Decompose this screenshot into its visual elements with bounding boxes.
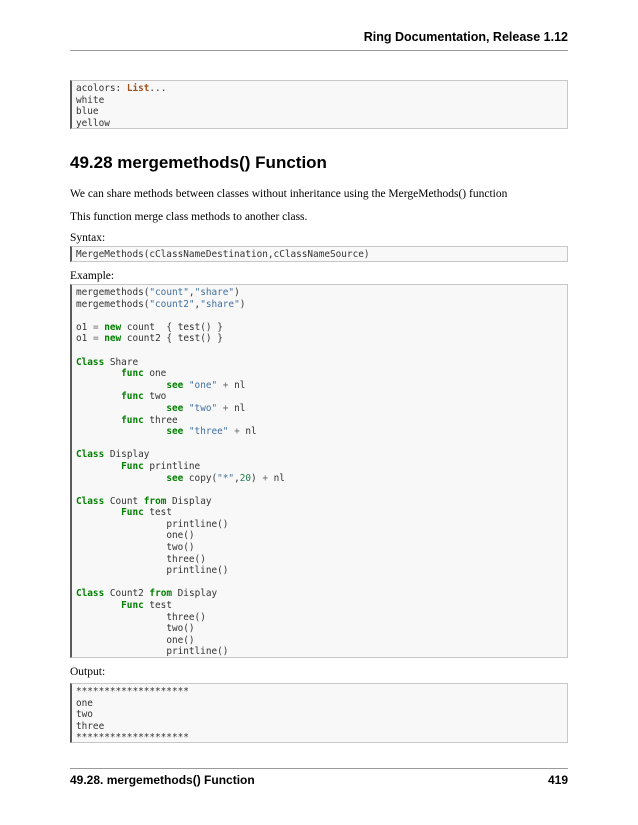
running-header: Ring Documentation, Release 1.12: [363, 30, 568, 44]
code-example-line: func two: [121, 391, 167, 403]
example-label: Example:: [70, 270, 115, 282]
footer-section-title: 49.28. mergemethods() Function: [70, 773, 255, 787]
code-example-line: printline(): [166, 646, 229, 658]
code-example-line: Class Count2 from Display: [76, 588, 218, 600]
code-top-line: yellow: [76, 117, 110, 129]
code-example-line: Class Share: [76, 356, 139, 368]
code-top-line: acolors: List...: [76, 83, 167, 94]
code-example-line: two(): [166, 623, 195, 635]
code-example-line: [76, 577, 563, 589]
header-divider: [70, 50, 568, 51]
footer-divider: [70, 768, 568, 769]
code-example-line: printline(): [166, 565, 229, 577]
code-example-line: [76, 438, 563, 450]
code-block-example: [70, 284, 568, 658]
code-example-line: see "two" + nl: [166, 402, 246, 414]
code-example-line: [76, 484, 563, 496]
code-example-line: mergemethods("count2","share"): [76, 298, 246, 310]
code-example-line: printline(): [166, 518, 229, 530]
code-example-line: three(): [166, 611, 206, 623]
code-syntax-line: MergeMethods(cClassNameDestination,cClassNameSource): [76, 249, 370, 260]
code-example-line: see "one" + nl: [166, 379, 246, 391]
code-example-line: [76, 310, 563, 322]
output-label: Output:: [70, 666, 106, 678]
code-top-line: white: [76, 94, 105, 106]
syntax-label: Syntax:: [70, 232, 106, 244]
code-example-line: two(): [166, 542, 195, 554]
paragraph-description: This function merge class methods to another class.: [70, 211, 308, 223]
code-example-line: o1 = new count { test() }: [76, 321, 223, 333]
code-output-line: one: [76, 697, 93, 709]
section-heading: 49.28 mergemethods() Function: [70, 153, 327, 172]
code-example-line: Func test: [121, 507, 172, 519]
code-output-line: three: [76, 720, 105, 732]
code-output-line: two: [76, 709, 93, 721]
code-example-line: one(): [166, 530, 195, 542]
code-example-line: Func test: [121, 600, 172, 612]
code-block-list-output: [70, 80, 568, 129]
code-example-line: func one: [121, 368, 167, 380]
code-example-line: Class Display: [76, 449, 150, 461]
code-example-line: see copy("*",20) + nl: [166, 472, 285, 484]
code-example-line: o1 = new count2 { test() }: [76, 333, 223, 345]
code-example-line: one(): [166, 634, 195, 646]
code-example-line: [76, 345, 563, 357]
code-block-output: [70, 683, 568, 743]
code-top-line: blue: [76, 106, 99, 118]
code-example-line: Class Count from Display: [76, 495, 212, 507]
code-example-line: see "three" + nl: [166, 426, 257, 438]
code-output-line: ********************: [76, 686, 189, 697]
paragraph-intro: We can share methods between classes without inheritance using the MergeMethods() function: [70, 188, 508, 200]
code-example-line: three(): [166, 553, 206, 565]
code-output-line: ********************: [76, 732, 189, 743]
code-block-syntax: [70, 246, 568, 262]
page-number: 419: [547, 773, 568, 787]
code-example-line: Func printline: [121, 460, 201, 472]
code-example-line: func three: [121, 414, 178, 426]
code-example-line: mergemethods("count","share"): [76, 287, 240, 298]
